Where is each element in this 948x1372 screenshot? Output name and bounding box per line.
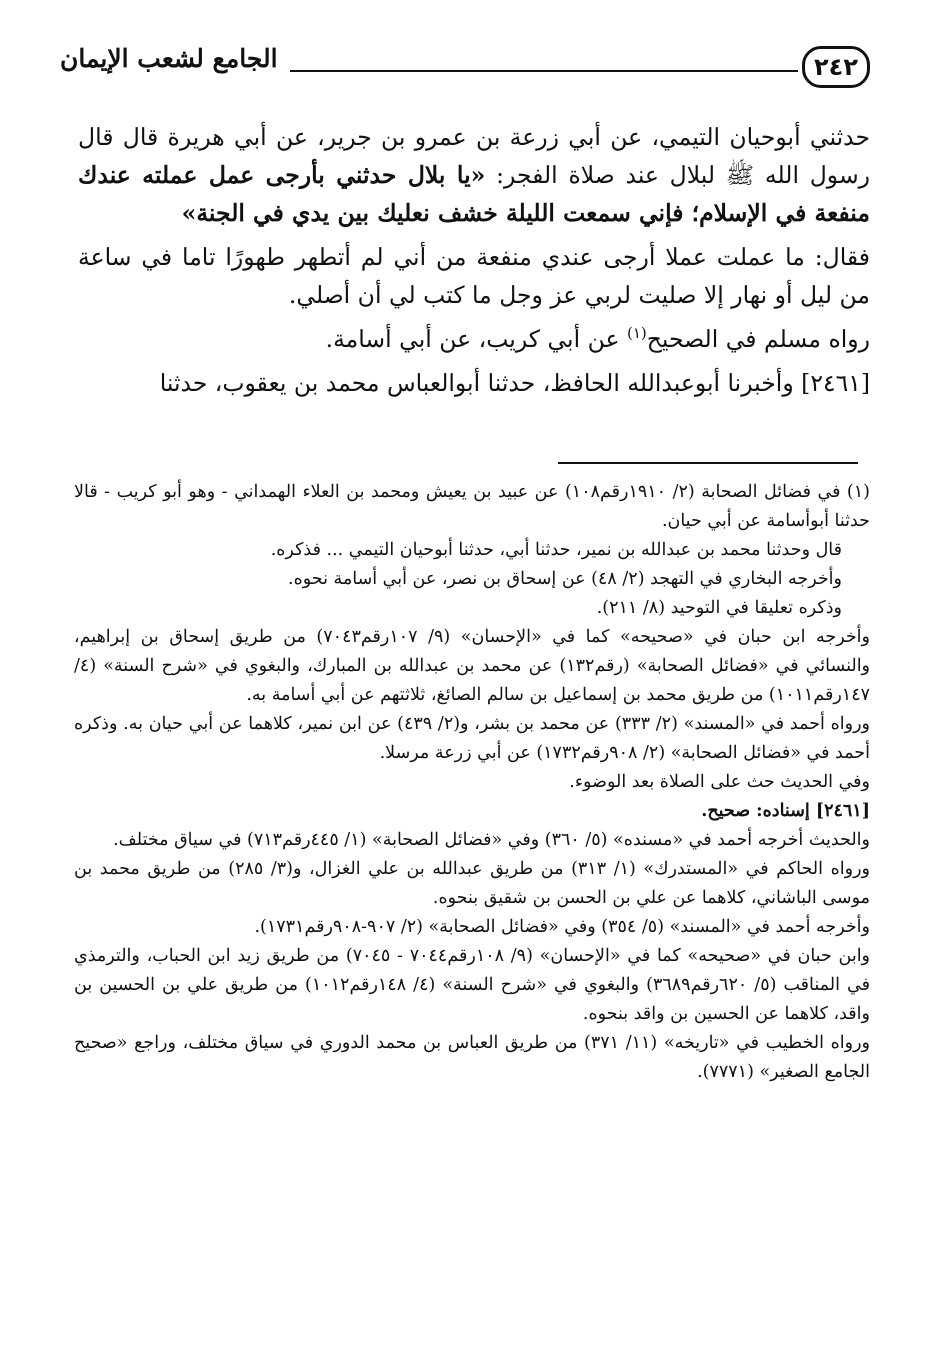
running-header [60,38,870,96]
hadith-quote: «يا بلال حدثني بأرجى عمل عملته عندك منفعة في الإسلام؛ فإني سمعت الليلة خشف نعليك بين يدي في الجنة» [78,161,870,227]
footnote-1-line: وفي الحديث حث على الصلاة بعد الوضوء. [569,772,870,792]
main-paragraph-1 [78,118,870,232]
footnote-2-line: ورواه الحاكم في «المستدرك» (١/ ٣١٣) من طريق عبدالله بن علي الغزال، و(٣/ ٢٨٥) من طريق محمد بن موسى الباشاني، كلاهما عن علي بن الحسن بن شقيق بنحوه. [74,859,870,908]
main-paragraph-2: فقال: ما عملت عملا أرجى عندي منفعة من أني لم أتطهر طهورًا تاما في ساعة من ليل أو نهار إلا صليت لربي عز وجل ما كتب لي أن أصلي. [78,243,870,309]
footnote-2-line: وابن حبان في «صحيحه» كما في «الإحسان» (٩/ ١٠٨رقم٧٠٤٤ - ٧٠٤٥) من طريق زيد ابن الحباب، والترمذي في المناقب (٥/ ٦٢٠رقم٣٦٨٩) والبغوي في «شرح السنة» (٤/ ١٤٨رقم١٠١٢) من طريق علي بن الحسين بن واقد، كلاهما عن الحسين بن واقد بنحوه. [74,946,871,1024]
footnote-2-line: والحديث أخرجه أحمد في «مسنده» (٥/ ٣٦٠) وفي «فضائل الصحابة» (١/ ٤٤٥رقم٧١٣) في سياق مختلف. [113,830,870,850]
main-text [78,118,870,408]
running-title: الجامع لشعب الإيمان [60,44,278,73]
footnote-1-line: قال وحدثنا محمد بن عبدالله بن نمير، حدثنا أبي، حدثنا أبوحيان التيمي ... فذكره. [270,540,842,560]
page-number: ٢٤٢ [802,46,870,88]
footnote-separator [558,462,858,464]
main-paragraph-3 [78,320,870,358]
footnote-2-heading: [٢٤٦١] إسناده: صحيح. [701,801,870,821]
header-rule [290,70,798,72]
footnote-1-line: وأخرجه البخاري في التهجد (٢/ ٤٨) عن إسحاق بن نصر، عن أبي أسامة نحوه. [288,569,842,589]
source-text-rest: عن أبي كريب، عن أبي أسامة. [325,325,627,353]
narration-text: حدثني أبوحيان التيمي، عن أبي زرعة بن عمرو بن جرير، عن أبي هريرة قال قال رسول الله ﷺ لبلال عند صلاة الفجر: [78,123,870,189]
footnotes [74,478,870,1087]
source-text: رواه مسلم في الصحيح [646,325,870,353]
footnote-1-line: (١) في فضائل الصحابة (٢/ ١٩١٠رقم١٠٨) عن عبيد بن يعيش ومحمد بن العلاء الهمداني - وهو أبو كريب - قالا حدثنا أبوأسامة عن أبي حيان. [74,482,870,531]
footnote-1-line: وذكره تعليقا في التوحيد (٨/ ٢١١). [596,598,842,618]
footnote-1-line: ورواه أحمد في «المسند» (٢/ ٣٣٣) عن محمد بن بشر، و(٢/ ٤٣٩) عن ابن نمير، كلاهما عن أبي حيان به. وذكره أحمد في «فضائل الصحابة» (٢/ ٩٠٨رقم١٧٣٢) عن أبي زرعة مرسلا. [74,714,870,763]
footnote-1-line: وأخرجه ابن حبان في «صحيحه» كما في «الإحسان» (٩/ ١٠٧رقم٧٠٤٣) من طريق إسحاق بن إبراهيم، والنسائي في «فضائل الصحابة» (رقم١٣٢) عن محمد بن عبدالله بن المبارك، والبغوي في «شرح السنة» (٤/ ١٤٧رقم١٠١١) من طريق محمد بن إسماعيل بن سالم الصائغ، ثلاثتهم عن أبي أسامة به. [74,627,871,705]
footnote-2-line: وأخرجه أحمد في «المسند» (٥/ ٣٥٤) وفي «فضائل الصحابة» (٢/ ٩٠٧-٩٠٨رقم١٧٣١). [254,917,870,937]
footnote-ref[interactable]: (١) [626,324,647,343]
footnote-2-line: ورواه الخطيب في «تاريخه» (١١/ ٣٧١) من طريق العباس بن محمد الدوري في سياق مختلف، وراجع «صحيح الجامع الصغير» (٧٧٧١). [74,1033,870,1082]
main-paragraph-4: [٢٤٦١] وأخبرنا أبوعبدالله الحافظ، حدثنا أبوالعباس محمد بن يعقوب، حدثنا [159,369,870,397]
